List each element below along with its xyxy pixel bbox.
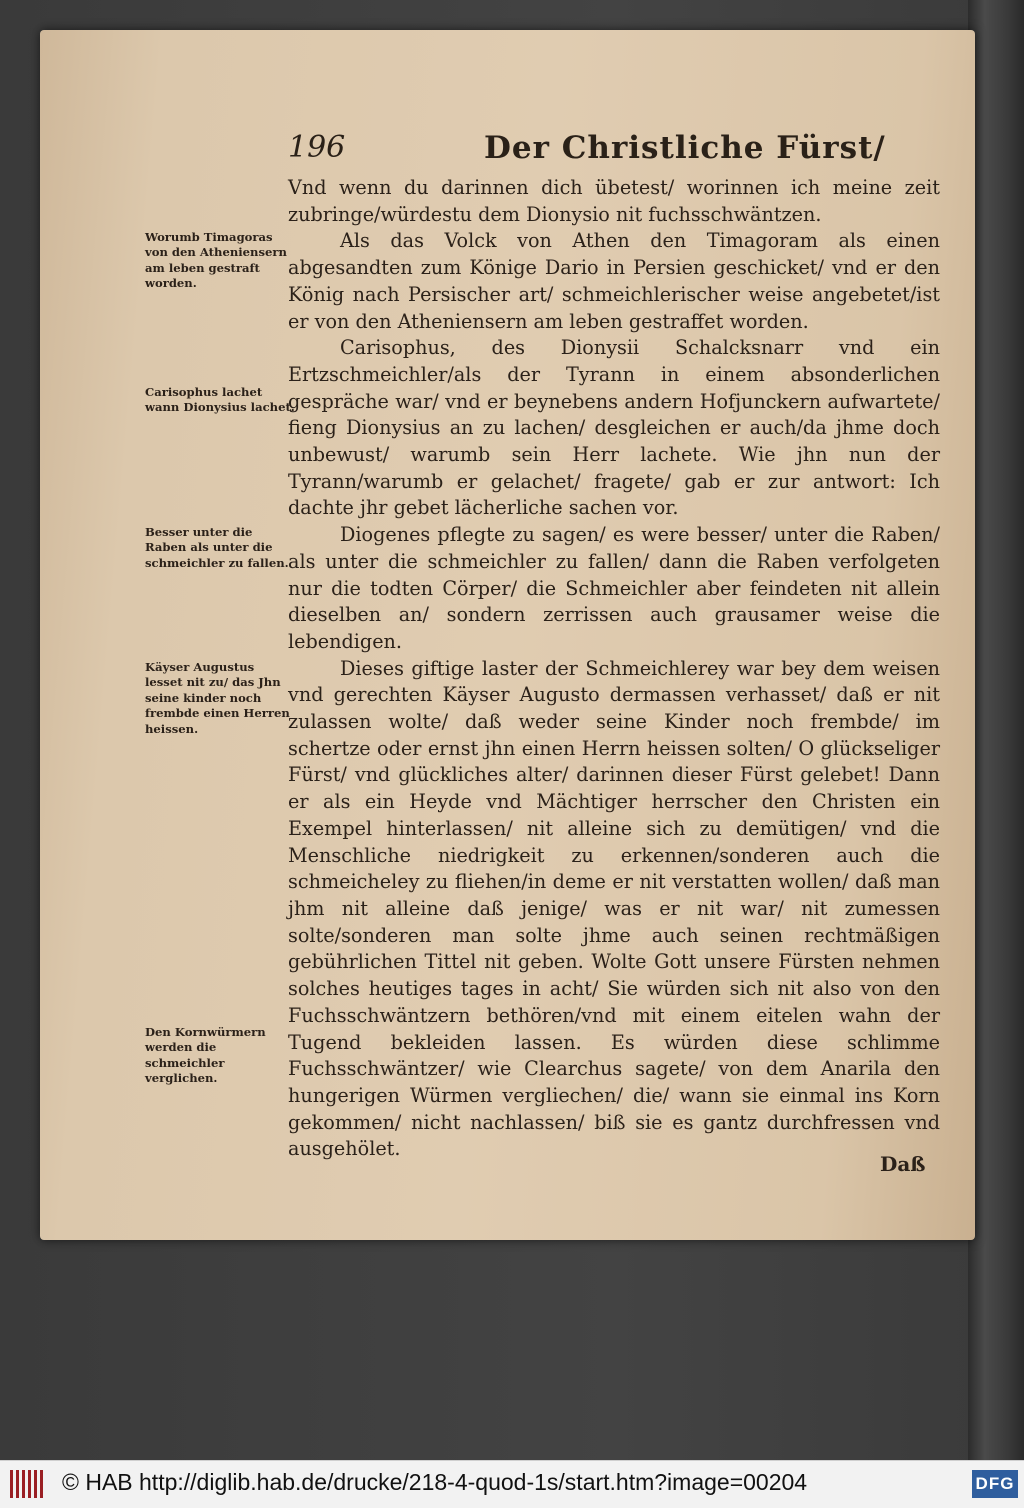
running-title: Der Christliche Fürst/ (484, 130, 886, 166)
paragraph-3: Carisophus, des Dionysii Schalcksnarr vnd ein Ertzschmeichler/als der Tyrann in einem absonderlichen gespräche war/ vnd er beynebens andern Hofjunckern aufwartete/ fieng Dionysius an zu lachen/ desgleichen er auch/da jhme doch unbewust/ warumb sein Herr lachete. Wie jhn nun der Tyrann/warumb er gelachet/ fragete/ gab er zur antwort: Ich dachte jhr gebet lächerliche sachen vor. (288, 336, 940, 520)
margin-note-augustus: Käyser Augustus lesset nit zu/ das Jhn seine kinder noch frembde einen Herren heissen. (145, 660, 290, 736)
margin-note-kornwuermer: Den Kornwürmern werden die schmeichler verglichen. (145, 1025, 266, 1086)
catchword: Daß (880, 1152, 926, 1176)
margin-note-carisophus: Carisophus lachet wann Dionysius lachet. (145, 385, 295, 415)
paragraph-5: Dieses giftige laster der Schmeichlerey war bey dem weisen vnd gerechten Käyser Augusto dermassen verhasset/ daß er nit zulassen wolte/ daß weder seine Kinder noch frembde/ im schertze oder ernst jhn einen Herrn heissen solten/ O glückseliger Fürst/ vnd glückliches alter/ darinnen dieser Fürst gelebet! Dann er als ein Heyde vnd Mächtiger herrscher den Christen ein Exempel hinterlassen/ nit alleine sich zu demütigen/ vnd die Menschliche niedrigkeit zu erkennen/sonderen auch die schmeicheley zu fliehen/in deme er nit verstatten wollen/ daß man jhm nit alleine daß jenige/ was er nit war/ nit zumessen solte/sonderen man solte jhme auch seinen rechtmäßigen gebührlichen Tittel nit geben. Wolte Gott unsere Fürsten nehmen solches heutiges tages in acht/ Sie würden sich nit also von den Fuchsschwäntzern bethören/vnd mit einem eitelen wahn der Tugend bekleiden lassen. Es würden diese schlimme Fuchsschwäntzer/ wie Clearchus sagete/ von dem Anarila den hungerigen Würmen vergliechen/ die/ wann sie einmal ins Korn gekommen/ nicht nachlassen/ biß sie es gantz durchfressen vnd ausgehölet. (288, 656, 940, 1161)
paragraph-4: Diogenes pflegte zu sagen/ es were besser/ unter die Raben/ als unter die schmeichler zu fallen/ dann die Raben verfolgeten nur die todten Cörper/ die Schmeichler aber feindeten nit allein dieselben an/ sondern zerrissen auch grausamer weise die lebendigen. (288, 523, 940, 653)
margin-note-raben: Besser unter die Raben als unter die schmeichler zu fallen. (145, 525, 289, 570)
book-page (40, 30, 975, 1240)
footer-citation[interactable]: © HAB http://diglib.hab.de/drucke/218-4-quod-1s/start.htm?image=00204 (62, 1469, 808, 1495)
page-number: 196 (288, 130, 346, 165)
running-head (40, 130, 975, 180)
main-text (288, 175, 940, 1163)
footer-bar (0, 1460, 1024, 1508)
paragraph-1: Vnd wenn du darinnen dich übetest/ worinnen ich meine zeit zubringe/würdestu dem Dionysio nit fuchsschwäntzen. (288, 176, 940, 226)
margin-note-timagoras: Worumb Timagoras von den Atheniensern am leben gestraft worden. (145, 230, 287, 291)
book-spine (968, 0, 1024, 1460)
hab-logo-icon (10, 1470, 44, 1498)
paragraph-2: Als das Volck von Athen den Timagoram als einen abgesandten zum Könige Dario in Persien geschicket/ vnd er den König nach Persischer art/ schmeichlerischer weise angebetet/ist er von den Atheniensern am leben gestraffet worden. (288, 229, 940, 333)
dfg-logo: DFG (972, 1470, 1018, 1498)
